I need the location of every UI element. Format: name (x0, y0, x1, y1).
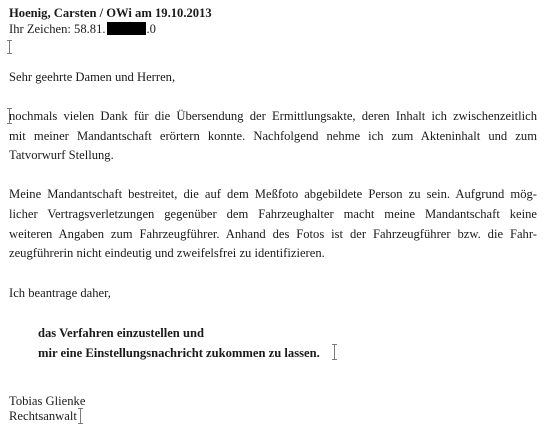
reference-line (9, 22, 156, 37)
reference-suffix: .0 (146, 22, 156, 36)
text-cursor-icon (334, 344, 335, 360)
paragraph-2-line-2: licher Vertragsverletzungen gegenüber dem Fahrzeughalter macht meine Mandantschaft keine (9, 207, 537, 221)
redaction-block (107, 22, 146, 35)
signature-title: Rechtsanwalt (9, 409, 77, 423)
paragraph-1-line-2: mit meiner Mandantschaft erörtern konnte. Nachfolgend nehme ich zum Akteninhalt und zum (9, 129, 537, 143)
reference-label: Ihr Zeichen: 58.81. (9, 22, 106, 36)
paragraph-2-line-1: Meine Mandantschaft bestreitet, die auf dem Meßfoto abgebildete Person zu sein. Aufgrund mög- (9, 187, 537, 201)
signature-name: Tobias Glienke (9, 394, 86, 408)
subject-text: Hoenig, Carsten / OWi am 19.10.2013 (9, 6, 212, 20)
paragraph-2-line-3: weiteren Angaben zum Fahrzeugführer. Anhand des Fotos ist der Fahrzeugführer bzw. die Fahr- (9, 227, 537, 241)
salutation-text: Sehr geehrte Damen und Herren, (9, 70, 176, 84)
text-cursor-icon (80, 408, 81, 424)
paragraph-1-line-1: nochmals vielen Dank für die Übersendung der Ermittlungsakte, deren Inhalt ich zwischenzeitlich (9, 109, 537, 123)
text-cursor-icon (9, 40, 10, 54)
salutation (9, 70, 175, 85)
request-item-1: das Verfahren einzustellen und (38, 326, 204, 340)
letter-subject (9, 6, 212, 21)
request-intro: Ich beantrage daher, (9, 286, 111, 300)
paragraph-2-line-4: zeugführerin nicht eindeutig und zweifelsfrei zu identifizieren. (9, 246, 325, 260)
paragraph-1-line-3: Tatvorwurf Stellung. (9, 148, 114, 162)
request-item-2: mir eine Einstellungsnachricht zukommen zu lassen. (38, 346, 320, 360)
